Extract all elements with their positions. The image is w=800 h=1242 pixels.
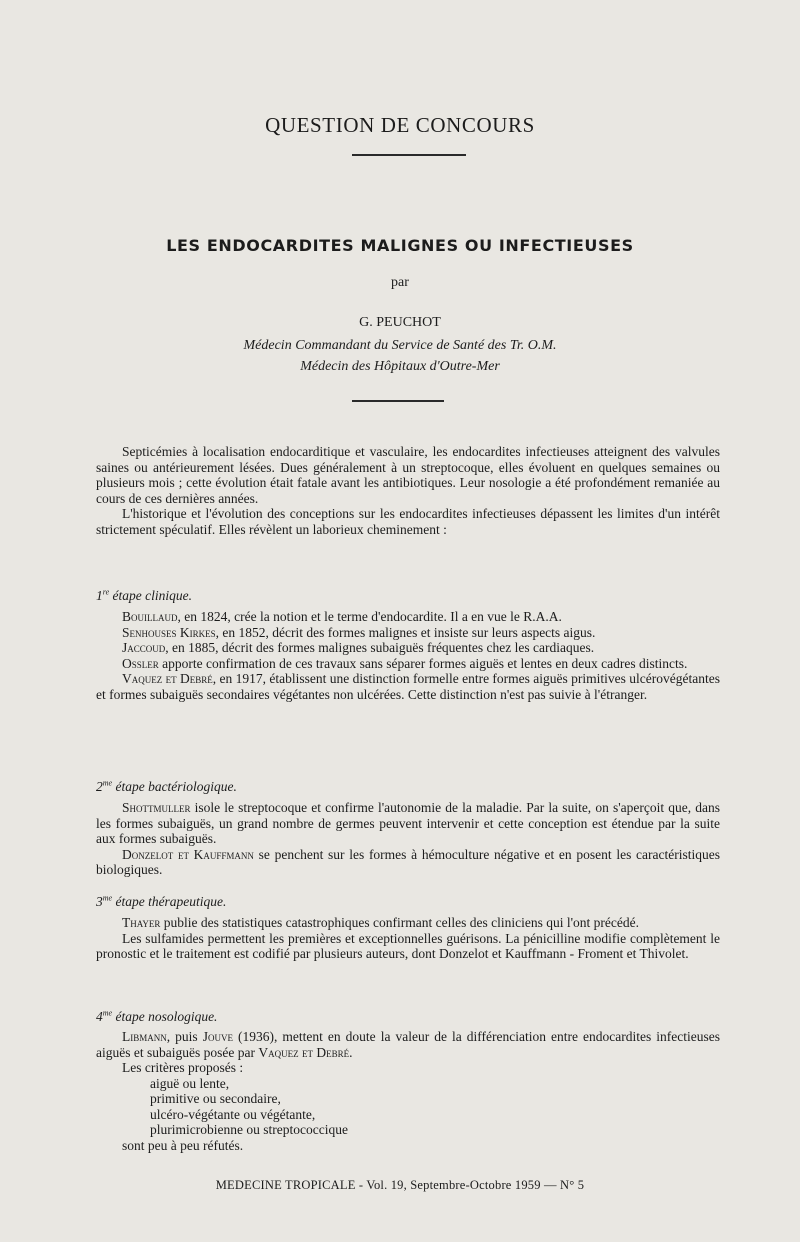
stage-2-heading: $2^{me}$ étape bactériologique.: [96, 778, 237, 794]
byline-par: par: [391, 275, 409, 290]
stage-2-item: Donzelot et Kauffmann se penchent sur les formes à hémoculture négative et en posent les caractéristiques biologiques.: [96, 846, 720, 877]
stage-3-content: [96, 915, 720, 962]
stage-2-content: [96, 800, 720, 878]
list-item: primitive ou secondaire,: [150, 1091, 281, 1106]
author-affiliation-2: Médecin des Hôpitaux d'Outre-Mer: [300, 359, 500, 374]
criteria-intro: Les critères proposés :: [122, 1060, 244, 1075]
title-divider: [352, 154, 466, 156]
stage-3-item: Les sulfamides permettent les premières et exceptionnelles guérisons. La pénicilline modifie complètement le pronostic et le traitement est codifié par plusieurs auteurs, dont Donzelot et Kauffmann - Froment et Thivolet.: [96, 930, 720, 961]
criteria-closing: sont peu à peu réfutés.: [122, 1137, 244, 1153]
stage-2-item: Shottmuller isole le streptocoque et confirme l'autonomie de la maladie. Par la suite, on s'aperçoit que, dans les formes subaiguës, un grand nombre de germes peuvent intervenir et cette conception est étendue par la suite aux formes subaiguës.: [96, 800, 720, 846]
stage-4-content: [96, 1029, 720, 1153]
stage-1-heading: 1re étape clinique.: [96, 587, 192, 603]
stage-3-item: Thayer publie des statistiques catastrophiques confirmant celles des cliniciens qui l'ont précédé.: [122, 915, 639, 930]
list-item: aiguë ou lente,: [150, 1075, 230, 1091]
stage-1-item: Vaquez et Debré, en 1917, établissent une distinction formelle entre formes aiguës primitives ulcérovégétantes et formes subaiguës secondaires végétantes non ulcérées. Cette distinction n'est pas suivie à l'étranger.: [96, 671, 720, 702]
author-divider: [352, 400, 444, 402]
intro-paragraph-1: Septicémies à localisation endocarditique et vasculaire, les endocardites infectieuses atteignent des valvules saines ou antérieurement lésées. Dues généralement à un streptocoque, elles évoluent en quelques semaines ou plusieurs mois ; cette évolution était fatale avant les antibiotiques. Leur nosologie a été profondément remaniée au cours de ces dernières années.: [96, 444, 720, 506]
article-title: LES ENDOCARDITES MALIGNES OU INFECTIEUSES: [166, 236, 634, 255]
intro-block: [96, 444, 720, 537]
stage-4-paragraph: Libmann, puis Jouve (1936), mettent en doute la valeur de la différenciation entre endocardites infectieuses aiguës et subaiguës posée par Vaquez et Debré.: [96, 1029, 720, 1060]
list-item: plurimicrobienne ou streptococcique: [150, 1122, 348, 1137]
section-title: QUESTION DE CONCOURS: [265, 113, 535, 137]
stage-1-content: [96, 609, 720, 702]
stage-1-item: Senhouses Kirkes, en 1852, décrit des formes malignes et insiste sur leurs aspects aigus.: [122, 624, 596, 640]
stage-3-heading: $3^{me}$ étape thérapeutique.: [96, 893, 227, 909]
stage-1-item: Ossler apporte confirmation de ces travaux sans séparer formes aiguës et lentes en deux cadres distincts.: [122, 655, 688, 671]
stage-4-heading: $4^{me}$ étape nosologique.: [96, 1008, 218, 1024]
stage-1-item: Bouillaud, en 1824, crée la notion et le terme d'endocardite. Il a en vue le R.A.A.: [122, 609, 562, 624]
stage-1-item: Jaccoud, en 1885, décrit des formes malignes subaiguës fréquentes chez les cardiaques.: [122, 640, 595, 655]
author-name: G. PEUCHOT: [359, 315, 441, 330]
author-affiliation-1: Médecin Commandant du Service de Santé des Tr. O.M.: [243, 338, 557, 353]
journal-footer: MEDECINE TROPICALE - Vol. 19, Septembre-Octobre 1959 — N° 5: [215, 1178, 585, 1192]
list-item: ulcéro-végétante ou végétante,: [150, 1106, 316, 1122]
intro-paragraph-2: L'historique et l'évolution des conceptions sur les endocardites infectieuses dépassent les limites d'un intérêt strictement spéculatif. Elles révèlent un laborieux cheminement :: [96, 506, 720, 537]
criteria-list: [96, 1076, 720, 1138]
